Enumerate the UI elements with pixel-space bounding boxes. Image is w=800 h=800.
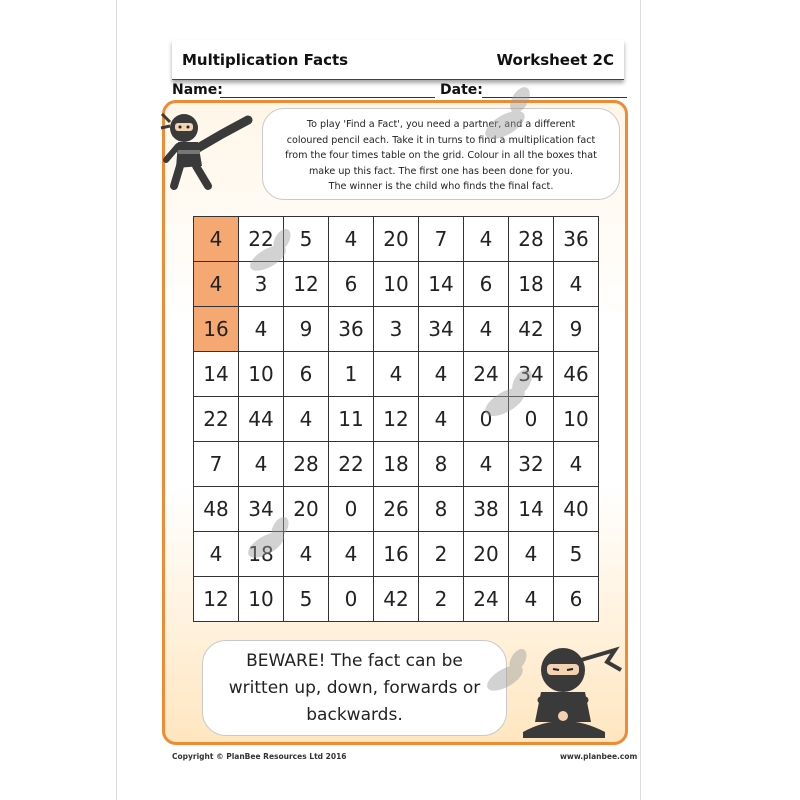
- name-line: [220, 97, 435, 98]
- grid-cell[interactable]: 9: [284, 307, 329, 352]
- copyright-text: Copyright © PlanBee Resources Ltd 2016: [172, 752, 347, 761]
- grid-cell[interactable]: 4: [194, 262, 239, 307]
- grid-cell[interactable]: 5: [284, 217, 329, 262]
- grid-cell[interactable]: 24: [464, 352, 509, 397]
- grid-cell[interactable]: 3: [374, 307, 419, 352]
- grid-cell[interactable]: 4: [464, 217, 509, 262]
- worksheet-number: Worksheet 2C: [496, 50, 614, 69]
- instructions-bubble: [262, 108, 620, 200]
- grid-cell[interactable]: 42: [374, 577, 419, 622]
- grid-cell[interactable]: 26: [374, 487, 419, 532]
- grid-cell[interactable]: 40: [554, 487, 599, 532]
- grid-cell[interactable]: 6: [554, 577, 599, 622]
- grid-cell[interactable]: 4: [239, 307, 284, 352]
- grid-cell[interactable]: 24: [464, 577, 509, 622]
- grid-cell[interactable]: 4: [194, 532, 239, 577]
- grid-cell[interactable]: 4: [284, 532, 329, 577]
- grid-cell[interactable]: 6: [329, 262, 374, 307]
- grid-cell[interactable]: 22: [239, 217, 284, 262]
- grid-cell[interactable]: 4: [329, 217, 374, 262]
- grid-row: [194, 397, 599, 442]
- grid-cell[interactable]: 36: [329, 307, 374, 352]
- grid-cell[interactable]: 0: [509, 397, 554, 442]
- grid-cell[interactable]: 10: [374, 262, 419, 307]
- grid-cell[interactable]: 16: [194, 307, 239, 352]
- grid-row: [194, 262, 599, 307]
- grid-cell[interactable]: 7: [194, 442, 239, 487]
- grid-cell[interactable]: 6: [284, 352, 329, 397]
- grid-cell[interactable]: 38: [464, 487, 509, 532]
- grid-cell[interactable]: 4: [554, 262, 599, 307]
- title-bar: [172, 40, 624, 80]
- instructions-line: To play 'Find a Fact', you need a partner, and a different: [306, 119, 576, 130]
- grid-cell[interactable]: 20: [284, 487, 329, 532]
- sitting-ninja-icon: [515, 640, 625, 740]
- grid-row: [194, 532, 599, 577]
- grid-row: [194, 577, 599, 622]
- grid-cell[interactable]: 4: [419, 352, 464, 397]
- grid-cell[interactable]: 14: [419, 262, 464, 307]
- grid-cell[interactable]: 22: [194, 397, 239, 442]
- grid-cell[interactable]: 12: [374, 397, 419, 442]
- grid-cell[interactable]: 0: [329, 577, 374, 622]
- number-grid: [193, 216, 599, 622]
- name-label: Name:: [172, 82, 223, 98]
- beware-bubble: [202, 640, 507, 736]
- website-text: www.planbee.com: [560, 752, 638, 761]
- grid-cell[interactable]: 11: [329, 397, 374, 442]
- grid-cell[interactable]: 18: [239, 532, 284, 577]
- grid-cell[interactable]: 4: [509, 577, 554, 622]
- date-line: [482, 97, 627, 98]
- grid-row: [194, 442, 599, 487]
- grid-cell[interactable]: 34: [509, 352, 554, 397]
- grid-cell[interactable]: 4: [464, 442, 509, 487]
- instructions-line: make up this fact. The first one has been done for you.: [308, 165, 574, 177]
- name-date-row: [172, 82, 627, 100]
- beware-line: written up, down, forwards or: [228, 677, 481, 698]
- grid-cell[interactable]: 34: [239, 487, 284, 532]
- grid-cell[interactable]: 2: [419, 577, 464, 622]
- grid-cell[interactable]: 12: [194, 577, 239, 622]
- grid-cell[interactable]: 4: [554, 442, 599, 487]
- grid-cell[interactable]: 44: [239, 397, 284, 442]
- grid-cell[interactable]: 48: [194, 487, 239, 532]
- grid-row: [194, 352, 599, 397]
- grid-cell[interactable]: 46: [554, 352, 599, 397]
- grid-row: [194, 217, 599, 262]
- grid-cell[interactable]: 5: [284, 577, 329, 622]
- grid-cell[interactable]: 0: [329, 487, 374, 532]
- beware-line: BEWARE! The fact can be: [246, 650, 463, 671]
- grid-cell[interactable]: 4: [464, 307, 509, 352]
- grid-cell[interactable]: 28: [509, 217, 554, 262]
- grid-cell[interactable]: 2: [419, 532, 464, 577]
- grid-cell[interactable]: 8: [419, 442, 464, 487]
- instructions-line: from the four times table on the grid. Colour in all the boxes that: [285, 150, 597, 161]
- grid-cell[interactable]: 10: [554, 397, 599, 442]
- grid-cell[interactable]: 4: [419, 397, 464, 442]
- grid-cell[interactable]: 42: [509, 307, 554, 352]
- grid-cell[interactable]: 8: [419, 487, 464, 532]
- grid-cell[interactable]: 9: [554, 307, 599, 352]
- grid-cell[interactable]: 18: [509, 262, 554, 307]
- grid-cell[interactable]: 16: [374, 532, 419, 577]
- grid-cell[interactable]: 22: [329, 442, 374, 487]
- grid-cell[interactable]: 4: [329, 532, 374, 577]
- grid-cell[interactable]: 18: [374, 442, 419, 487]
- grid-cell[interactable]: 4: [374, 352, 419, 397]
- grid-cell[interactable]: 5: [554, 532, 599, 577]
- grid-cell[interactable]: 10: [239, 577, 284, 622]
- grid-cell[interactable]: 6: [464, 262, 509, 307]
- grid-cell[interactable]: 36: [554, 217, 599, 262]
- worksheet-title: Multiplication Facts: [182, 50, 349, 69]
- grid-cell[interactable]: 20: [374, 217, 419, 262]
- instructions-line: The winner is the child who finds the final fact.: [328, 181, 554, 192]
- grid-cell[interactable]: 7: [419, 217, 464, 262]
- instructions-line: coloured pencil each. Take it in turns to find a multiplication fact: [286, 134, 596, 146]
- grid-cell[interactable]: 1: [329, 352, 374, 397]
- date-label: Date:: [440, 82, 483, 98]
- grid-cell[interactable]: 14: [194, 352, 239, 397]
- grid-cell[interactable]: 10: [239, 352, 284, 397]
- grid-cell[interactable]: 4: [239, 442, 284, 487]
- grid-cell[interactable]: 28: [284, 442, 329, 487]
- grid-cell[interactable]: 34: [419, 307, 464, 352]
- grid-cell[interactable]: 4: [194, 217, 239, 262]
- grid-cell[interactable]: 0: [464, 397, 509, 442]
- grid-cell[interactable]: 12: [284, 262, 329, 307]
- grid-cell[interactable]: 3: [239, 262, 284, 307]
- grid-cell[interactable]: 14: [509, 487, 554, 532]
- grid-row: [194, 307, 599, 352]
- grid-cell[interactable]: 20: [464, 532, 509, 577]
- grid-row: [194, 487, 599, 532]
- kicking-ninja-icon: [160, 106, 255, 194]
- grid-cell[interactable]: 4: [509, 532, 554, 577]
- grid-cell[interactable]: 4: [284, 397, 329, 442]
- beware-line: backwards.: [306, 704, 403, 725]
- grid-cell[interactable]: 32: [509, 442, 554, 487]
